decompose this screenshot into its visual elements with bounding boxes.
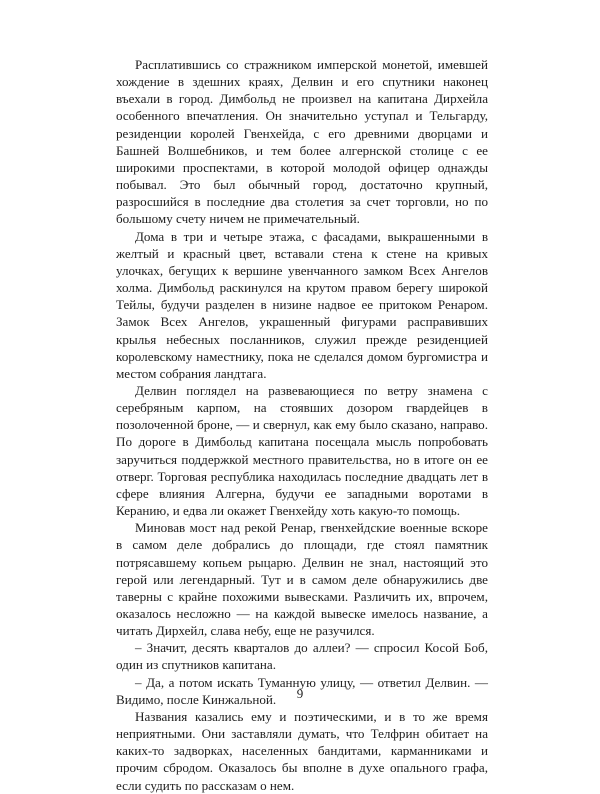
paragraph: Дома в три и четыре этажа, с фасадами, выкрашенными в желтый и красный цвет, вставали стена к стене на кривых улочках, бегущих к вершине увенчанного замком Всех Ангелов холма. Димбольд раскинулся на крутом правом берегу широкой Тейлы, будучи разделен в низине надвое ее притоком Ренаром. Замок Всех Ангелов, украшенный фигурами расправивших крылья небесных посланников, служил прежде резиденцией королевскому наместнику, пока не сделался домом бургомистра и местом собрания ландтага.	[116, 228, 488, 381]
paragraph: Расплатившись со стражником имперской монетой, имевшей хождение в здешних краях, Делвин и его спутники наконец въехали в город. Димбольд не произвел на капитана Дирхейла особенного впечатления. Он значительно уступал и Тельгарду, резиденции королей Гвенхейда, с его древними дворцами и Башней Волшебников, и тем более алгернской столице с ее широкими проспектами, в которой молодой офицер однажды побывал. Это был обычный город, достаточно крупный, разросшийся в последние два столетия за счет торговли, но по большому счету ничем не примечательный.	[116, 57, 488, 227]
dialogue-line: – Значит, десять кварталов до аллеи? — спросил Косой Боб, один из спутников капитана.	[116, 640, 488, 673]
paragraph: Названия казались ему и поэтическими, и в то же время неприятными. Они заставляли думать, что Телфрин обитает на каких-то задворках, населенных бандитами, карманниками и прочим сбродом. Оказалось бы вполне в духе опального графа, если судить по рассказам о нем.	[116, 708, 488, 793]
dialogue-line: – Да, а потом искать Туманную улицу, — ответил Делвин. — Видимо, после Кинжальной.	[116, 674, 488, 707]
paragraph: Делвин поглядел на развевающиеся по ветру знамена с серебряным карпом, на стоявших дозором гвардейцев в позолоченной броне, — и свернул, как ему было сказано, направо. По дороге в Димбольд капитана посещала мысль попробовать заручиться поддержкой местного правительства, но в итоге он ее отверг. Торговая республика находилась последние двадцать лет в сфере влияния Алгерна, будучи ее западными воротами в Керанию, и едва ли окажет Гвенхейду хоть какую-то помощь.	[116, 382, 488, 519]
paragraph: Миновав мост над рекой Ренар, гвенхейдские военные вскоре в самом деле добрались до площади, где стоял памятник потрясавшему копьем рыцарю. Делвин не знал, настоящий это герой или легендарный. Тут и в самом деле обнаружились две таверны с крайне похожими вывесками. Различить их, впрочем, оказалось несложно — на каждой вывеске имелось название, а читать Дирхейл, слава небу, еще не разучился.	[116, 520, 488, 639]
body-text	[116, 56, 488, 794]
page-number: 9	[296, 686, 304, 701]
